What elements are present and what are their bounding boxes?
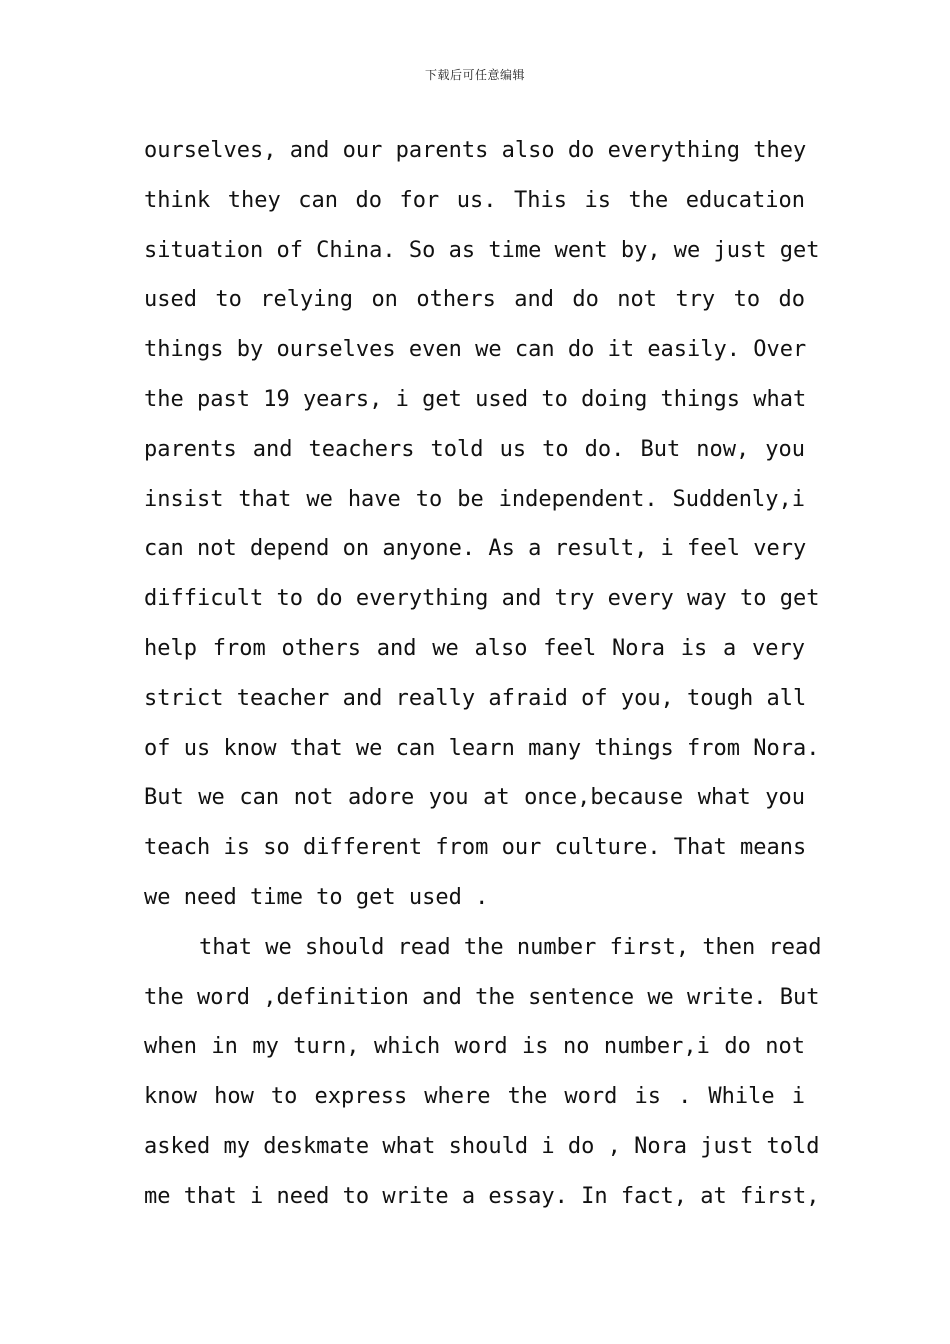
page-header: 下载后可任意编辑 (424, 68, 525, 82)
text-line: think they can do for us. This is the education (144, 187, 805, 213)
text-line: used to relying on others and do not try to do (144, 287, 805, 313)
text-line: ourselves, and our parents also do everything they (144, 138, 807, 163)
paragraph-start-line: that we should read the number first, then read (199, 934, 822, 960)
text-line: strict teacher and really afraid of you, tough all (144, 685, 807, 711)
text-line: know how to express where the word is . While i (144, 1084, 805, 1110)
text-line: can not depend on anyone. As a result, i feel very (144, 536, 807, 562)
text-line: the word ,definition and the sentence we write. But (144, 984, 820, 1010)
text-line: of us know that we can learn many things from Nora. (144, 735, 820, 761)
text-line: insist that we have to be independent. Suddenly,i (144, 486, 805, 512)
text-line: difficult to do everything and try every way to get (144, 586, 820, 612)
text-line: parents and teachers told us to do. But now, you (144, 436, 805, 462)
text-line: situation of China. So as time went by, we just get (144, 237, 820, 263)
text-line: But we can not adore you at once,because what you (144, 785, 805, 811)
document-body (144, 126, 822, 1222)
text-line: teach is so different from our culture. That means (144, 835, 807, 861)
text-line: we need time to get used . (144, 884, 489, 910)
text-line: things by ourselves even we can do it easily. Over (144, 337, 807, 363)
text-line: when in my turn, which word is no number,i do not (144, 1034, 805, 1060)
text-line: me that i need to write a essay. In fact, at first, (144, 1183, 820, 1209)
text-line: asked my deskmate what should i do , Nora just told (144, 1133, 820, 1159)
text-line: the past 19 years, i get used to doing things what (144, 386, 807, 412)
text-line: help from others and we also feel Nora is a very (144, 635, 805, 661)
